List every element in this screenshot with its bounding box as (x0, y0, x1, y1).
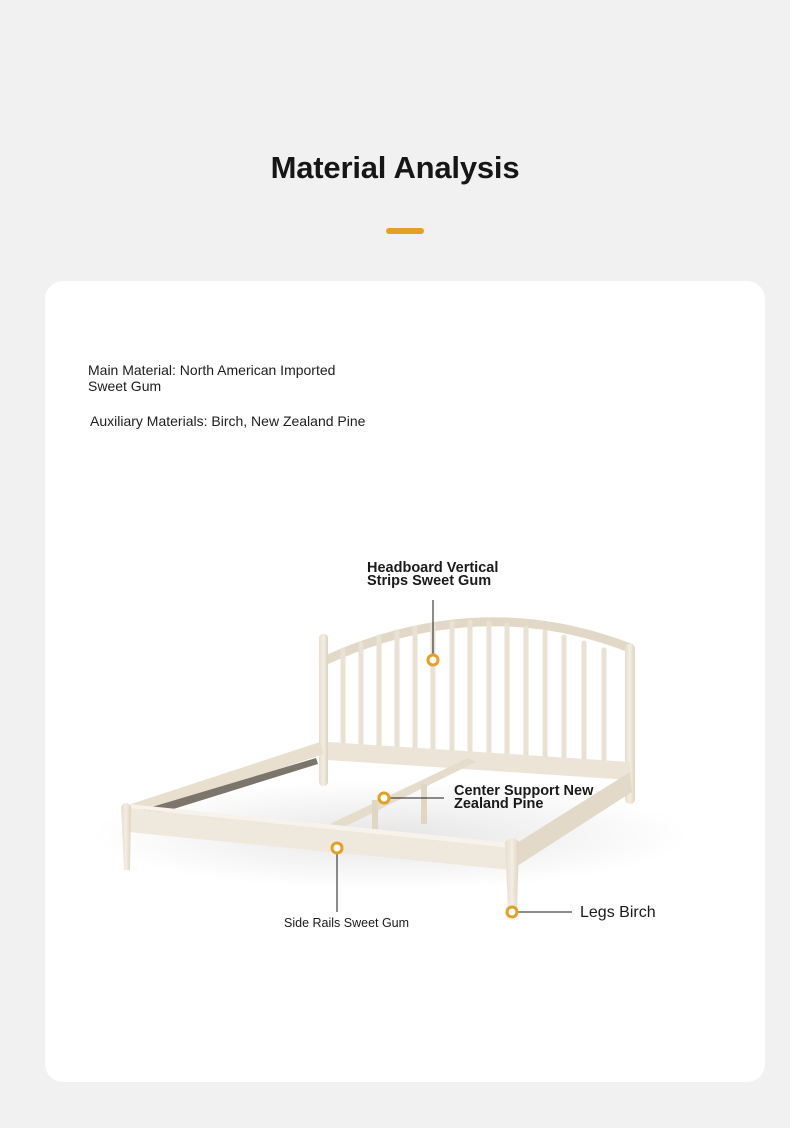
marker-side-rails (332, 843, 342, 853)
headboard-strips (343, 622, 604, 767)
main-material-text: Main Material: North American Imported Sweet Gum (88, 362, 336, 394)
center-support-leg-2 (421, 784, 427, 824)
leg-front-left (121, 803, 131, 870)
leg-front-right (505, 838, 519, 910)
callout-legs: Legs Birch (580, 904, 656, 921)
marker-legs (507, 907, 517, 917)
marker-center-support (379, 793, 389, 803)
callout-side-rails: Side Rails Sweet Gum (284, 916, 410, 930)
center-support-leg-1 (372, 800, 378, 830)
callout-headboard: Headboard Vertical Strips Sweet Gum (367, 560, 499, 589)
headboard-post-left (319, 634, 328, 786)
auxiliary-material-text: Auxiliary Materials: Birch, New Zealand Pine (90, 413, 366, 429)
page-title: Material Analysis (270, 150, 520, 185)
callout-center-support: Center Support New Zealand Pine (454, 783, 594, 812)
marker-headboard (428, 655, 438, 665)
